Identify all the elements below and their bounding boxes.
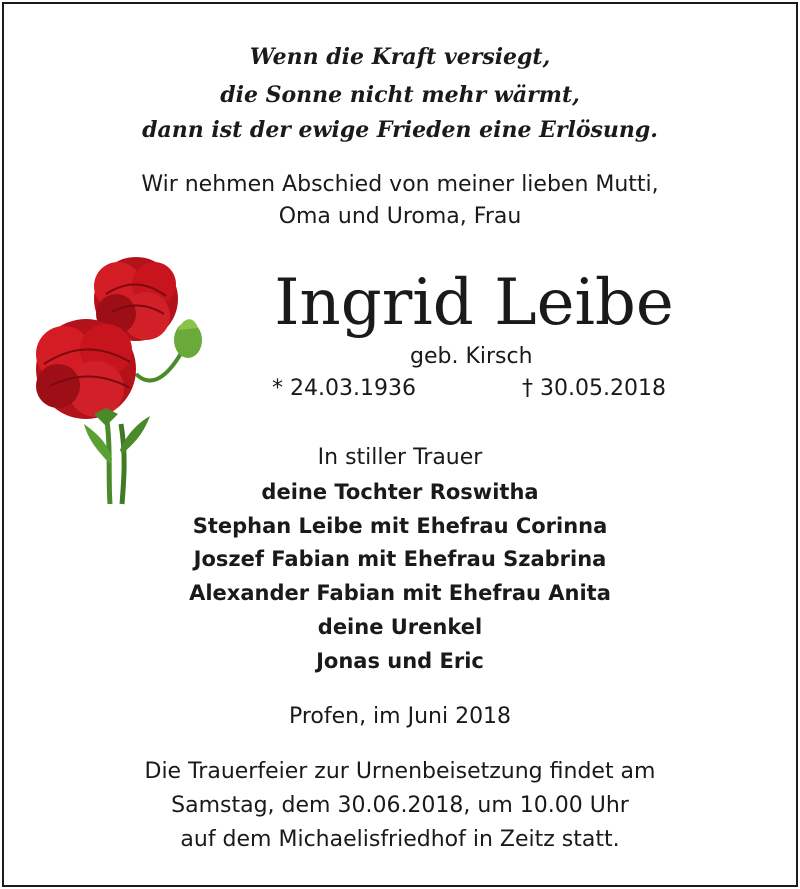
- intro-line-1: Wir nehmen Abschied von meiner lieben Mutti,: [141, 172, 659, 197]
- mourning-heading: In stiller Trauer: [317, 445, 483, 470]
- ceremony-line-2: Samstag, dem 30.06.2018, um 10.00 Uhr: [171, 793, 629, 818]
- birth-date: * 24.03.1936: [272, 376, 416, 401]
- mourner-line-1: deine Tochter Roswitha: [261, 480, 539, 504]
- motto-line-3: dann ist der ewige Frieden eine Erlösung.: [142, 117, 658, 143]
- mourner-line-4: Alexander Fabian mit Ehefrau Anita: [189, 581, 611, 605]
- motto-line-1: Wenn die Kraft versiegt,: [249, 44, 551, 70]
- mourner-line-6: Jonas und Eric: [316, 649, 484, 673]
- obituary-card: [2, 2, 798, 887]
- place-date: Profen, im Juni 2018: [288, 704, 512, 729]
- mourner-line-3: Joszef Fabian mit Ehefrau Szabrina: [193, 547, 607, 571]
- intro-line-2: Oma und Uroma, Frau: [278, 204, 522, 229]
- ceremony-line-1: Die Trauerfeier zur Urnenbeisetzung findet am: [144, 759, 656, 784]
- maiden-name: geb. Kirsch: [410, 344, 533, 369]
- mourner-line-2: Stephan Leibe mit Ehefrau Corinna: [192, 514, 608, 538]
- mourner-line-5: deine Urenkel: [317, 615, 483, 639]
- death-date: † 30.05.2018: [522, 376, 666, 401]
- deceased-name: Ingrid Leibe: [274, 266, 674, 340]
- ceremony-line-3: auf dem Michaelisfriedhof in Zeitz statt.: [180, 827, 620, 852]
- motto-line-2: die Sonne nicht mehr wärmt,: [220, 82, 580, 108]
